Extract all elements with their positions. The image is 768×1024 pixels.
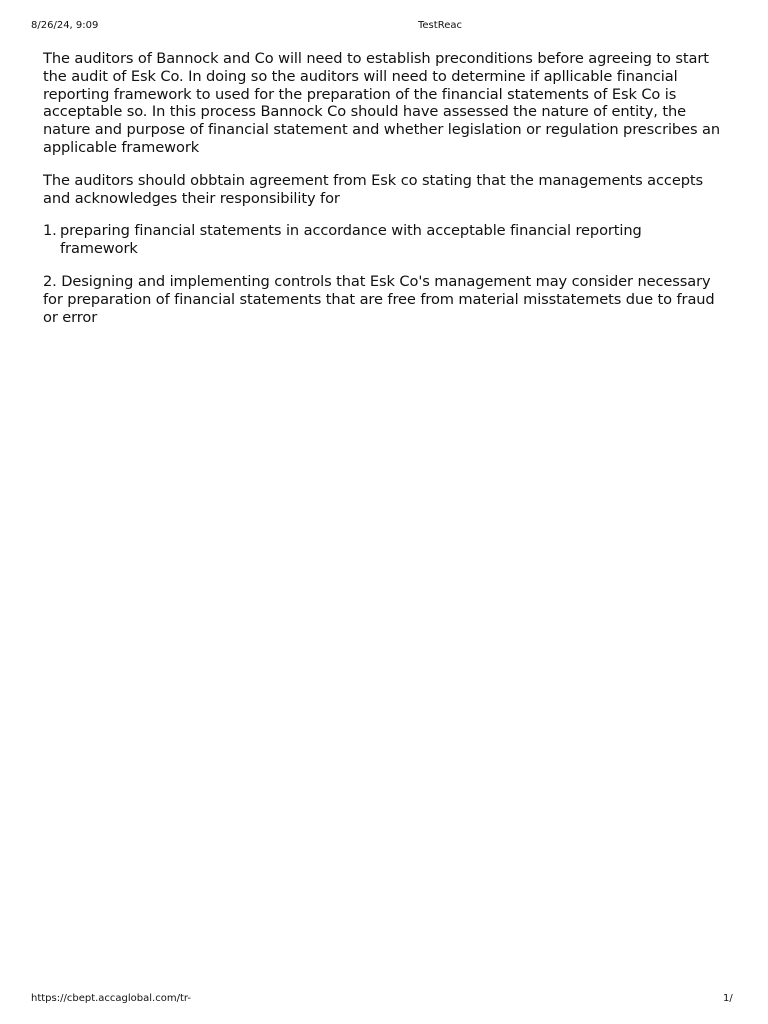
page-title: TestReac: [418, 20, 462, 31]
list-item: [43, 273, 723, 326]
list-item-text: preparing financial statements in accordance with acceptable financial reporting framework: [60, 222, 642, 258]
answer-content: [43, 50, 723, 341]
list-item: [43, 222, 723, 258]
paragraph-preconditions: The auditors of Bannock and Co will need to establish preconditions before agreeing to start the audit of Esk Co. In doing so the auditors will need to determine if apllicable financial reporting framework to used for the preparation of the financial statements of Esk Co is acceptable so. In this process Bannock Co should have assessed the nature of entity, the nature and purpose of financial statement and whether legislation or regulation prescribes an applicable framework: [43, 50, 721, 156]
list-item-number: 1.: [43, 222, 57, 240]
source-url: https://cbept.accaglobal.com/tr-: [31, 993, 191, 1004]
list-item-text: Designing and implementing controls that Esk Co's management may consider necessary for preparation of financial statements that are free from material misstatemets due to fraud or error: [43, 272, 715, 326]
print-datetime: 8/26/24, 9:09: [31, 20, 99, 31]
paragraph-agreement: The auditors should obbtain agreement from Esk co stating that the managements accepts and acknowledges their responsibility for: [43, 171, 704, 207]
page-number: 1/: [723, 993, 733, 1004]
list-item-number: 2.: [43, 272, 57, 290]
